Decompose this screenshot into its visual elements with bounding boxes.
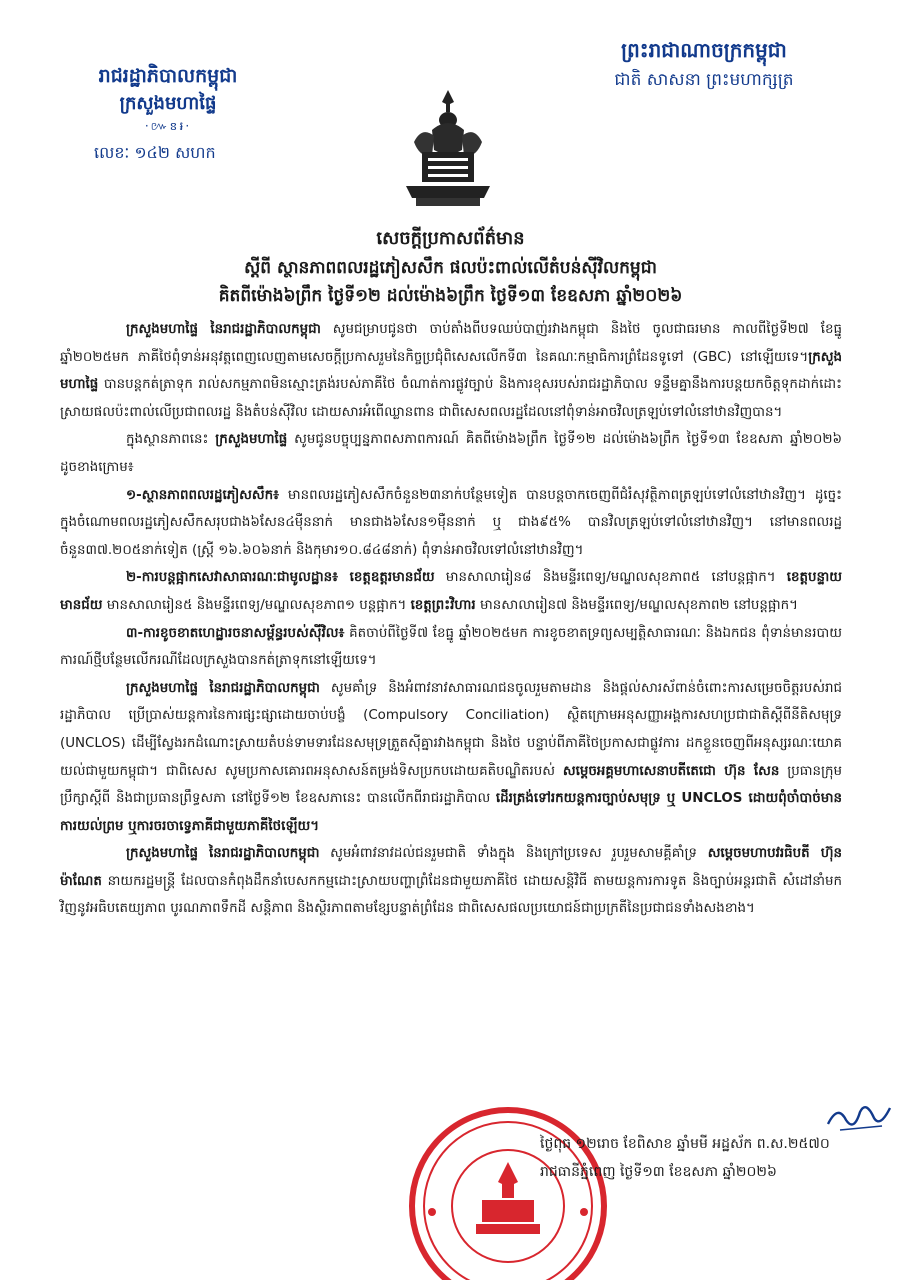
document-title: សេចក្តីប្រកាសព័ត៌មាន <box>376 228 525 249</box>
item-heading: ៣-ការខូចខាតហេដ្ឋារចនាសម្ព័ន្ធរបស់ស៊ីវិល៖ <box>126 625 345 641</box>
item-text: មានពលរដ្ឋភៀសសឹកចំនួន២៣នាក់បន្ថែមទៀត បានបន្តចាកចេញពីជំរំសុវត្ថិភាពត្រឡប់ទៅលំនៅឋានវិញ។ ដូច្នេះ ក្នុងចំណោមពលរដ្ឋភៀសសឹកសរុបជាង៦សែន៤ម៉ឺននាក់ មានជាង៦សែន១ម៉ឺននាក់ ឬ ជាង៩៥% បានវិលត្រឡប់ទៅលំនៅឋានវិញ។ នៅមានពលរដ្ឋចំនួន៣៧.២០៥នាក់ទៀត (ស្ត្រី ១៦.៦០៦នាក់ និងកុមារ១០.៨៤៨នាក់) ពុំទាន់អាចវិលទៅលំនៅឋានវិញ។ <box>60 487 842 558</box>
kingdom-name: ព្រះរាជាណាចក្រកម្ពុជា <box>621 38 787 62</box>
government-name: រាជរដ្ឋាភិបាលកម្ពុជា <box>98 65 238 87</box>
ministry-name: ក្រសួងមហាផ្ទៃ <box>119 93 217 114</box>
ministry-ref-bold: ក្រសួងមហាផ្ទៃ <box>60 349 842 393</box>
ministry-ref-bold: ក្រសួងមហាផ្ទៃ នៃរាជរដ្ឋាភិបាលកម្ពុជា <box>126 680 320 696</box>
paragraph-appeal <box>60 840 842 923</box>
paragraph-text: នាយករដ្ឋមន្ត្រី ដែលបានកំពុងដឹកនាំបេសកកម្មដោះស្រាយបញ្ហាព្រំដែនជាមួយភាគីថៃ ដោយសន្តិវិធី តាមយន្តការការទូត និងច្បាប់អន្តរជាតិ សំដៅនាំមកវិញនូវអធិបតេយ្យភាព បូរណភាពទឹកដី សន្តិភាព និងស្ថិរភាពតាមខ្សែបន្ទាត់ព្រំដែន ជាពិសេសផលប្រយោជន៍ជាប្រក្រតីនៃប្រជាជនទាំងសងខាង។ <box>60 873 842 917</box>
paragraph-text: សូមជូនបច្ចុប្បន្នភាពសភាពការណ៍ គិតពីម៉ោង៦ព្រឹក ថ្ងៃទី១២ ដល់ម៉ោង៦ព្រឹក ថ្ងៃទី១៣ ខែឧសភា ឆ្នាំ២០២៦ ដូចខាងក្រោម៖ <box>60 432 843 475</box>
reference-number: លេខៈ ១៤២ សហក <box>94 143 216 162</box>
official-stamp-icon <box>398 1102 618 1280</box>
document-title-block <box>40 224 861 310</box>
item-refugees <box>60 482 842 565</box>
item-text: គិតចាប់ពីថ្ងៃទី៧ ខែធ្នូ ឆ្នាំ២០២៥មក ការខូចខាតទ្រព្យសម្បត្តិសាធារណៈ និងឯកជន ពុំទាន់មានរបាយការណ៍ថ្មីបន្ថែមលើករណីដែលក្រសួងបានកត់ត្រាទុកនៅឡើយទេ។ <box>60 625 842 669</box>
paragraph-text: សូមអំពាវនាវដល់ជនរួមជាតិ ទាំងក្នុង និងក្រៅប្រទេស រួបរួមសាមគ្គីគាំទ្រ <box>319 846 708 862</box>
item-text: មានសាលារៀន៥ និងមន្ទីរពេទ្យ/មណ្ឌលសុខភាព១ បន្តផ្អាក។ <box>102 597 411 613</box>
paragraph-text: សូមគាំទ្រ និងអំពាវនាវសាធារណជនចូលរួមតាមដាន និងផ្តល់សារស័ពាន់ចំពោះការសម្រេចចិត្តរបស់រាជរដ្ឋាភិបាល ប្រើប្រាស់យន្តការនៃការផ្សះផ្សាដោយចាប់បង្ខំ (Compulsory Conciliation) ស្ថិតក្រោមអនុសញ្ញាអង្គការសហប្រជាជាតិស្តីពីនីតិសមុទ្រ (UNCLOS) ដើម្បីស្វែងរកដំណោះស្រាយតំបន់ទាមទារដែនសមុទ្រត្រួតស៊ីគ្នារវាងកម្ពុជា និងថៃ បន្ទាប់ពីភាគីថៃប្រកាសជាផ្លូវការ ដកខ្លួនចេញពីអនុស្សរណៈយោគយល់ជាមួយកម្ពុជា។ ជាពិសេស សូមប្រកាសគោរពអនុសាសន៍តម្រង់ទិសប្រកបដោយគតិបណ្ឌិតរបស់ <box>60 680 842 779</box>
province-name: ខេត្តព្រះវិហារ <box>410 597 476 613</box>
item-text: មានសាលារៀន៧ និងមន្ទីរពេទ្យ/មណ្ឌលសុខភាព២ នៅបន្តផ្អាក។ <box>475 597 798 613</box>
document-body <box>60 316 842 923</box>
date-solar: រាជធានីភ្នំពេញ ថ្ងៃទី១៣ ខែឧសភា ឆ្នាំ២០២៦ <box>540 1164 777 1180</box>
item-text: មានសាលារៀន៨ និងមន្ទីរពេទ្យ/មណ្ឌលសុខភាព៥ នៅបន្តផ្អាក។ <box>434 570 787 586</box>
person-name: សម្តេចមហាបវរធិបតី ហ៊ុន ម៉ាណែត <box>60 846 842 889</box>
document-period: គិតពីម៉ោង៦ព្រឹក ថ្ងៃទី១២ ដល់ម៉ោង៦ព្រឹក ថ្ងៃទី១៣ ខែឧសភា ឆ្នាំ២០២៦ <box>218 286 683 306</box>
item-heading: ២-ការបន្តផ្អាកសេវាសាធារណៈជាមូលដ្ឋាន៖ ខេត្តឧត្តរមានជ័យ <box>126 570 435 586</box>
paragraph-text: បានបន្តកត់ត្រាទុក រាល់សកម្មភាពមិនស្មោះត្រង់របស់ភាគីថៃ ចំណាត់ការផ្លូវច្បាប់ និងការខុសរបស់រាជរដ្ឋាភិបាល ទន្ទឹមគ្នានឹងការបន្តយកចិត្តទុកដាក់ដោះស្រាយផលប៉ះពាល់លើប្រជាពលរដ្ឋ និងតំបន់ស៊ីវិល ដោយសារអំពើឈ្លានពាន ជាពិសេសពលរដ្ឋដែលនៅពុំទាន់អាចវិលត្រឡប់ទៅលំនៅឋានវិញបាន។ <box>60 377 842 420</box>
ministry-header <box>58 62 278 166</box>
paragraph-text: ក្នុងស្ថានភាពនេះ <box>126 432 216 448</box>
item-public-services <box>60 564 842 619</box>
item-infrastructure <box>60 620 842 675</box>
province-name: ខេត្តបន្ទាយមានជ័យ <box>60 570 842 613</box>
paragraph-text: សូមជម្រាបជូនថា ចាប់តាំងពីបទឈប់បាញ់រវាងកម្ពុជា និងថៃ ចូលជាធរមាន កាលពីថ្ងៃទី២៧ ខែធ្នូ ឆ្នាំ២០២៥មក ភាគីថៃពុំទាន់អនុវត្តពេញលេញតាមសេចក្តីប្រកាសរួមនៃកិច្ចប្រជុំពិសេសលើកទី៣ នៃគណៈកម្មាធិការព្រំដែនទូទៅ (GBC) នៅឡើយទេ។ <box>60 322 842 365</box>
ministry-ref-bold: ក្រសួងមហាផ្ទៃ <box>215 432 288 448</box>
date-lunar: ថ្ងៃពុធ ១២រោច ខែពិសាខ ឆ្នាំមមី អដ្ឋស័ក ព.ស.២៥៧០ <box>540 1136 830 1152</box>
ministry-emblem-icon <box>392 86 504 208</box>
document-subject: ស្តីពី ស្ថានភាពពលរដ្ឋភៀសសឹក ផលប៉ះពាល់លើតំបន់ស៊ីវិលកម្ពុជា <box>244 258 657 278</box>
ministry-ref-bold: ក្រសួងមហាផ្ទៃ នៃរាជរដ្ឋាភិបាលកម្ពុជា <box>126 846 320 862</box>
item-heading: ១-ស្ថានភាពពលរដ្ឋភៀសសឹក៖ <box>126 487 280 503</box>
national-motto: ជាតិ សាសនា ព្រះមហាក្សត្រ <box>614 70 794 90</box>
paragraph-intro <box>60 316 842 426</box>
ornament-divider: ·៚ៜ៛· <box>144 119 192 133</box>
paragraph-situation <box>60 426 842 481</box>
kingdom-header <box>579 34 829 94</box>
signature-block <box>540 1130 860 1186</box>
emphasis-text: ដើរត្រង់ទៅរកយន្តការច្បាប់សមុទ្រ ឬ UNCLOS ដោយពុំចាំបាច់មានការយល់ព្រម ឬការចរចាទ្វេភាគីជាមួយភាគីថៃឡើយ។ <box>60 791 842 834</box>
paragraph-text: ប្រធានក្រុមប្រឹក្សាស្តីពី និងជាប្រធានព្រឹទ្ធសភា នៅថ្ងៃទី១២ ខែឧសភានេះ បានលើកពីរាជរដ្ឋាភិបាល <box>60 763 842 807</box>
ministry-ref-bold: ក្រសួងមហាផ្ទៃ នៃរាជរដ្ឋាភិបាលកម្ពុជា <box>126 322 321 337</box>
person-name: សម្តេចអគ្គមហាសេនាបតីតេជោ ហ៊ុន សែន <box>562 763 780 779</box>
paragraph-unclos <box>60 675 842 841</box>
